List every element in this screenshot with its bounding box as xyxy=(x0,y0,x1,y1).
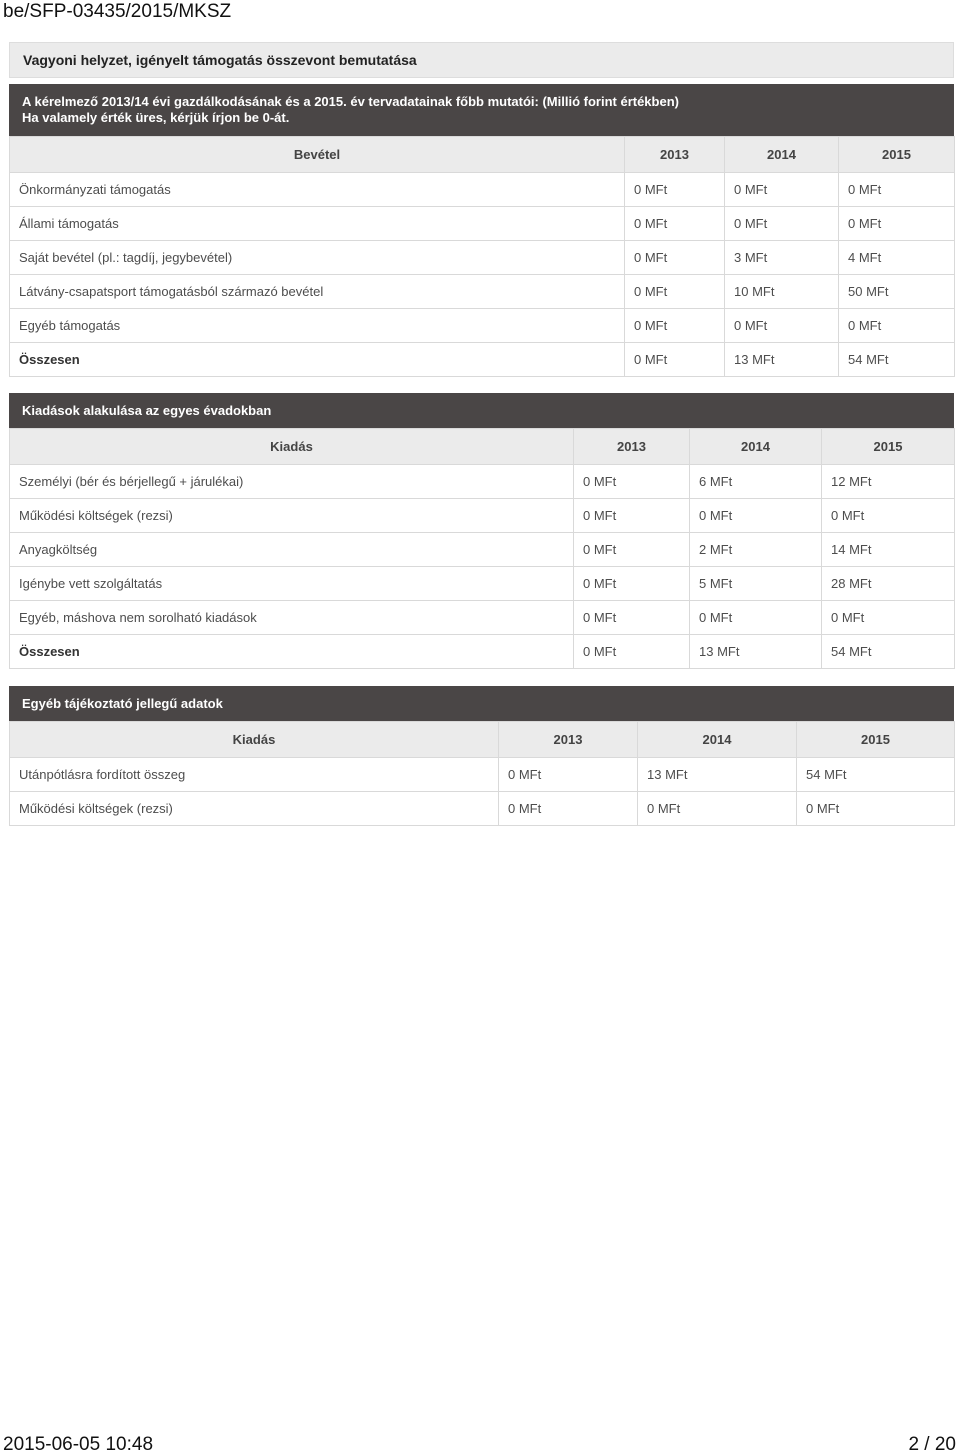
other-col-label: Kiadás xyxy=(10,722,499,758)
row-label: Utánpótlásra fordított összeg xyxy=(10,758,499,792)
value-2013: 0 MFt xyxy=(625,207,725,241)
row-label: Működési költségek (rezsi) xyxy=(10,499,574,533)
value-2015: 54 MFt xyxy=(839,343,955,377)
other-data-block xyxy=(9,686,954,826)
table-row xyxy=(10,533,955,567)
value-2014: 0 MFt xyxy=(725,309,839,343)
row-label: Saját bevétel (pl.: tagdíj, jegybevétel) xyxy=(10,241,625,275)
other-col-2013: 2013 xyxy=(499,722,638,758)
value-2013: 0 MFt xyxy=(625,343,725,377)
value-2015: 0 MFt xyxy=(839,309,955,343)
expenses-table xyxy=(9,428,955,669)
row-label: Önkormányzati támogatás xyxy=(10,173,625,207)
expenses-col-2015: 2015 xyxy=(822,429,955,465)
table-row xyxy=(10,499,955,533)
expenses-col-label: Kiadás xyxy=(10,429,574,465)
table-row xyxy=(10,792,955,826)
total-row xyxy=(10,635,955,669)
value-2015: 12 MFt xyxy=(822,465,955,499)
value-2014: 0 MFt xyxy=(725,207,839,241)
table-row xyxy=(10,567,955,601)
value-2013: 0 MFt xyxy=(625,241,725,275)
value-2013: 0 MFt xyxy=(574,567,690,601)
income-header-line2: Ha valamely érték üres, kérjük írjon be 0-át. xyxy=(22,110,290,125)
value-2015: 0 MFt xyxy=(797,792,955,826)
value-2014: 13 MFt xyxy=(638,758,797,792)
income-col-2013: 2013 xyxy=(625,137,725,173)
income-header xyxy=(9,84,954,136)
table-row xyxy=(10,207,955,241)
expenses-table-header-row xyxy=(10,429,955,465)
total-label: Összesen xyxy=(10,343,625,377)
value-2013: 0 MFt xyxy=(574,499,690,533)
value-2015: 14 MFt xyxy=(822,533,955,567)
row-label: Egyéb, máshova nem sorolható kiadások xyxy=(10,601,574,635)
value-2014: 10 MFt xyxy=(725,275,839,309)
section-title xyxy=(9,42,954,78)
value-2013: 0 MFt xyxy=(499,792,638,826)
value-2015: 50 MFt xyxy=(839,275,955,309)
income-header-line1: A kérelmező 2013/14 évi gazdálkodásának és a 2015. év tervadatainak főbb mutatói: (Millió forint értékben) xyxy=(22,94,679,109)
value-2013: 0 MFt xyxy=(574,635,690,669)
value-2015: 0 MFt xyxy=(822,601,955,635)
value-2013: 0 MFt xyxy=(574,601,690,635)
row-label: Látvány-csapatsport támogatásból származó bevétel xyxy=(10,275,625,309)
value-2014: 0 MFt xyxy=(725,173,839,207)
value-2015: 0 MFt xyxy=(839,173,955,207)
other-data-table xyxy=(9,721,955,826)
value-2013: 0 MFt xyxy=(625,173,725,207)
table-row xyxy=(10,173,955,207)
row-label: Állami támogatás xyxy=(10,207,625,241)
row-label: Igénybe vett szolgáltatás xyxy=(10,567,574,601)
value-2014: 6 MFt xyxy=(690,465,822,499)
income-col-2014: 2014 xyxy=(725,137,839,173)
value-2013: 0 MFt xyxy=(574,465,690,499)
row-label: Személyi (bér és bérjellegű + járulékai) xyxy=(10,465,574,499)
value-2015: 0 MFt xyxy=(839,207,955,241)
value-2015: 28 MFt xyxy=(822,567,955,601)
row-label: Anyagköltség xyxy=(10,533,574,567)
expenses-block xyxy=(9,393,954,669)
table-row xyxy=(10,309,955,343)
value-2014: 13 MFt xyxy=(690,635,822,669)
footer-timestamp: 2015-06-05 10:48 xyxy=(3,1434,154,1455)
income-table xyxy=(9,136,955,377)
document-id: be/SFP-03435/2015/MKSZ xyxy=(3,1,232,22)
income-col-label: Bevétel xyxy=(10,137,625,173)
value-2013: 0 MFt xyxy=(574,533,690,567)
other-data-header: Egyéb tájékoztató jellegű adatok xyxy=(9,686,954,721)
value-2014: 13 MFt xyxy=(725,343,839,377)
total-label: Összesen xyxy=(10,635,574,669)
value-2015: 0 MFt xyxy=(822,499,955,533)
value-2014: 3 MFt xyxy=(725,241,839,275)
other-table-header-row xyxy=(10,722,955,758)
row-label: Működési költségek (rezsi) xyxy=(10,792,499,826)
value-2015: 4 MFt xyxy=(839,241,955,275)
table-row xyxy=(10,275,955,309)
value-2013: 0 MFt xyxy=(625,309,725,343)
expenses-col-2013: 2013 xyxy=(574,429,690,465)
value-2013: 0 MFt xyxy=(625,275,725,309)
value-2014: 0 MFt xyxy=(638,792,797,826)
section-title-text: Vagyoni helyzet, igényelt támogatás összevont bemutatása xyxy=(23,52,417,68)
table-row xyxy=(10,601,955,635)
value-2014: 2 MFt xyxy=(690,533,822,567)
income-col-2015: 2015 xyxy=(839,137,955,173)
value-2014: 0 MFt xyxy=(690,601,822,635)
footer-page-number: 2 / 20 xyxy=(908,1434,956,1455)
other-col-2015: 2015 xyxy=(797,722,955,758)
row-label: Egyéb támogatás xyxy=(10,309,625,343)
total-row xyxy=(10,343,955,377)
value-2015: 54 MFt xyxy=(797,758,955,792)
value-2013: 0 MFt xyxy=(499,758,638,792)
value-2014: 0 MFt xyxy=(690,499,822,533)
expenses-header: Kiadások alakulása az egyes évadokban xyxy=(9,393,954,428)
value-2015: 54 MFt xyxy=(822,635,955,669)
table-row xyxy=(10,758,955,792)
income-table-header-row xyxy=(10,137,955,173)
value-2014: 5 MFt xyxy=(690,567,822,601)
table-row xyxy=(10,465,955,499)
table-row xyxy=(10,241,955,275)
expenses-col-2014: 2014 xyxy=(690,429,822,465)
other-col-2014: 2014 xyxy=(638,722,797,758)
income-block xyxy=(9,84,954,377)
